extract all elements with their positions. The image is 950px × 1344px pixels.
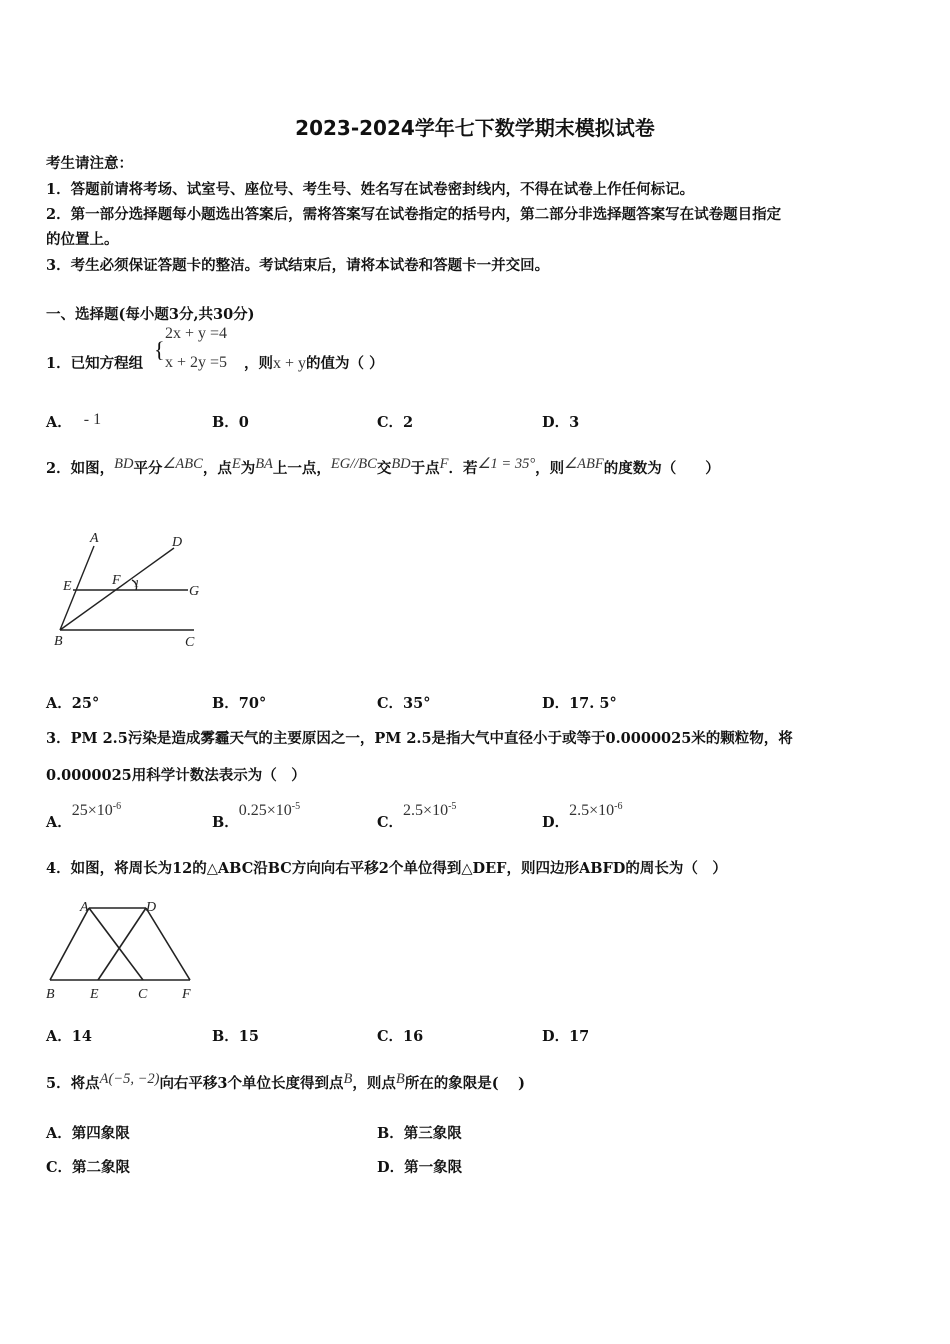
- label-b: B: [46, 987, 55, 1002]
- label-a: A: [90, 531, 99, 546]
- notice-item: 1．答题前请将考场、试室号、座位号、考生号、姓名写在试卷密封线内，不得在试卷上作任何标记。: [46, 181, 695, 198]
- notice-heading: 考生请注意：: [46, 155, 133, 172]
- q1-option-c[interactable]: C．2: [377, 414, 414, 431]
- label-d: D: [146, 900, 157, 915]
- q5-option-b[interactable]: B．第三象限: [377, 1125, 462, 1142]
- question-5-text: 5．将点A(−5, −2)向右平移3个单位长度得到点B，则点B所在的象限是( ): [46, 1071, 526, 1092]
- q4-translation-figure: [42, 893, 202, 1005]
- label-f: F: [182, 987, 191, 1002]
- notice-item: 的位置上。: [46, 231, 119, 248]
- q5-option-a[interactable]: A．第四象限: [46, 1125, 130, 1142]
- question-1-number: 1．已知方程组: [46, 355, 144, 372]
- question-4-text: 4．如图，将周长为12的△ABC沿BC方向向右平移2个单位得到△DEF，则四边形ABFD的周长为（ ）: [46, 860, 727, 877]
- q3-option-a[interactable]: A．$25\times 10^{-6}$: [46, 801, 122, 831]
- q1-expression: x + y: [273, 355, 307, 372]
- q2-option-a[interactable]: A．25°: [46, 695, 100, 712]
- question-3-line-1: 3．PM 2.5污染是造成雾霾天气的主要原因之一，PM 2.5是指大气中直径小于或等于0.0000025米的颗粒物，将: [46, 730, 793, 747]
- line-de: [98, 908, 146, 980]
- q2-option-b[interactable]: B．70°: [212, 695, 267, 712]
- q5-option-d[interactable]: D．第一象限: [377, 1159, 463, 1176]
- q1-tail-a: ，则: [244, 355, 273, 372]
- notice-item: 3．考生必须保证答题卡的整洁。考试结束后，请将本试卷和答题卡一并交回。: [46, 257, 550, 274]
- page-title: 2023-2024学年七下数学期末模拟试卷: [295, 116, 655, 140]
- q4-option-c[interactable]: C．16: [377, 1028, 424, 1045]
- q1-option-a[interactable]: A． - 1: [46, 411, 102, 431]
- q3-option-d[interactable]: D．$2.5\times 10^{-6}$: [542, 801, 623, 831]
- q4-option-b[interactable]: B．15: [212, 1028, 259, 1045]
- q4-option-d[interactable]: D．17: [542, 1028, 590, 1045]
- q1-equation-1: 2x + y =4: [165, 325, 228, 342]
- question-2-text: 2．如图，BD平分∠ABC，点E为BA上一点，EG//BC交BD于点F．若∠1 = 35°，则∠ABF的度数为（ ）: [46, 456, 720, 477]
- q2-geometry-figure: [46, 528, 216, 653]
- line-ac: [89, 908, 143, 980]
- q1-option-d[interactable]: D．3: [542, 414, 580, 431]
- q3-option-b[interactable]: B．$0.25\times 10^{-5}$: [212, 801, 301, 831]
- label-a: A: [80, 900, 89, 915]
- notice-item: 2．第一部分选择题每小题选出答案后，需将答案写在试卷指定的括号内，第二部分非选择题答案写在试卷题目指定: [46, 206, 782, 223]
- q1-tail-b: 的值为（ ）: [306, 355, 384, 372]
- q2-option-d[interactable]: D．17. 5°: [542, 695, 617, 712]
- q1-option-b[interactable]: B．0: [212, 414, 249, 431]
- q2-option-c[interactable]: C．35°: [377, 695, 431, 712]
- label-g: G: [189, 584, 200, 599]
- q5-option-c[interactable]: C．第二象限: [46, 1159, 131, 1176]
- line-df: [146, 908, 190, 980]
- q1-text: [244, 352, 384, 373]
- label-e: E: [90, 987, 99, 1002]
- question-3-line-2: 0.0000025用科学计数法表示为（ ）: [46, 767, 306, 784]
- label-e: E: [63, 579, 72, 594]
- line-ab: [50, 908, 89, 980]
- label-f: F: [112, 573, 121, 588]
- label-d: D: [172, 535, 183, 550]
- label-1: 1: [134, 578, 140, 590]
- system-brace: {: [154, 337, 165, 362]
- q1-equation-2: x + 2y =5: [165, 354, 228, 371]
- q3-option-c[interactable]: C．$2.5\times 10^{-5}$: [377, 801, 457, 831]
- label-c: C: [185, 635, 195, 650]
- label-c: C: [138, 987, 148, 1002]
- q4-option-a[interactable]: A．14: [46, 1028, 92, 1045]
- label-b: B: [54, 634, 63, 649]
- section-heading: 一、选择题(每小题3分,共30分): [46, 306, 255, 323]
